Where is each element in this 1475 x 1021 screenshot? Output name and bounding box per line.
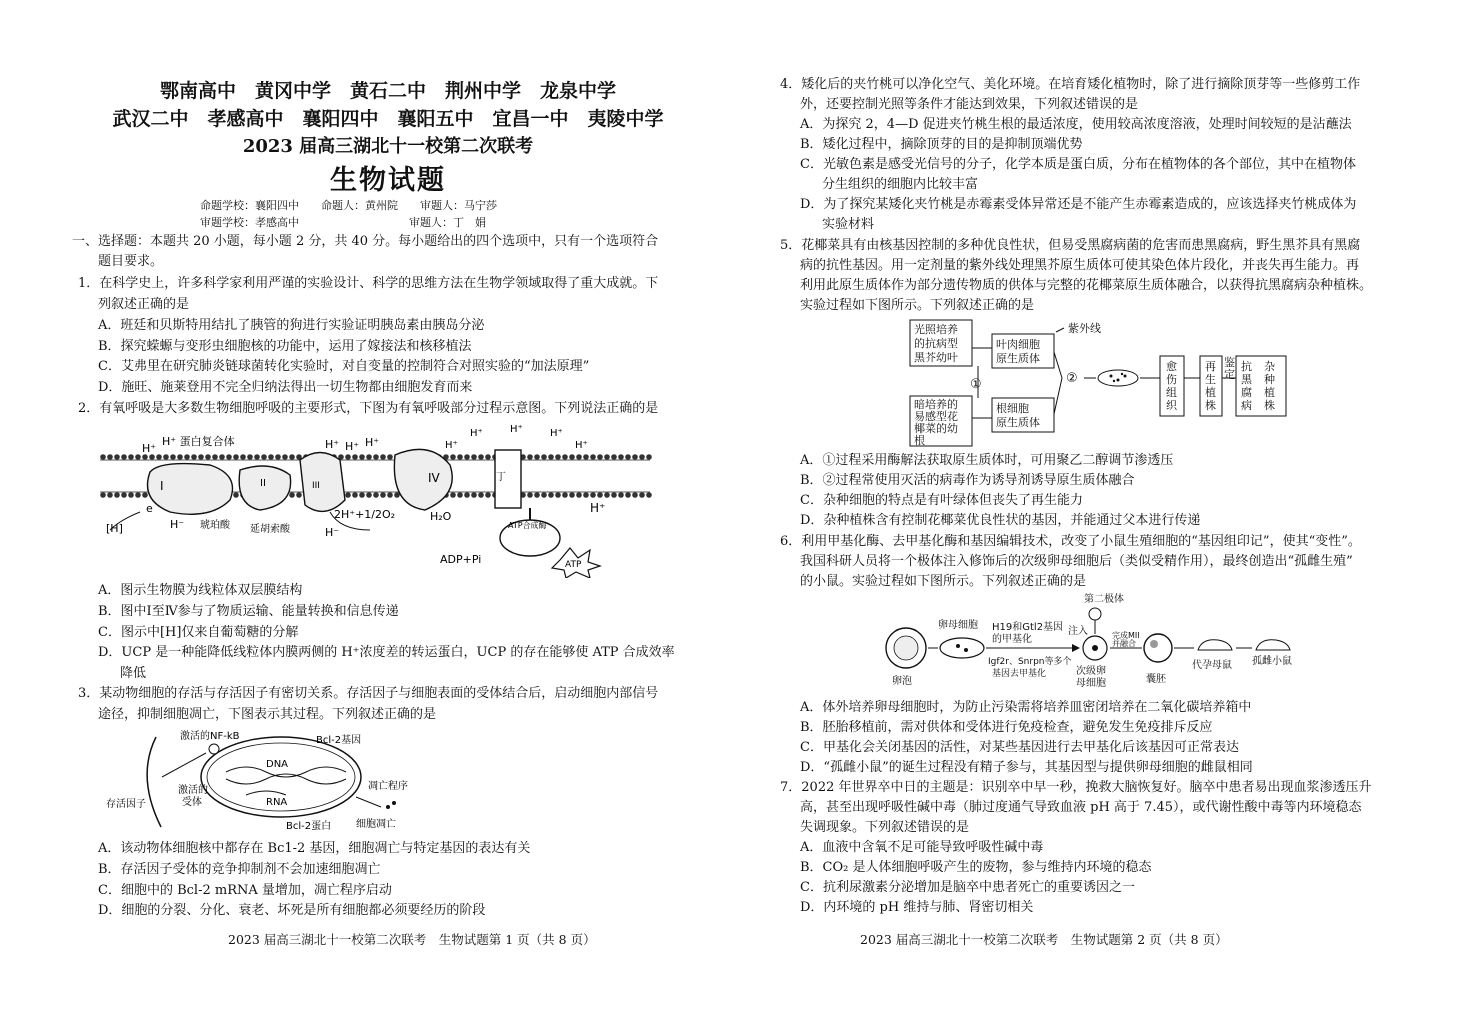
box-line: 株 xyxy=(1205,399,1216,412)
secondary-oocyte-label: 次级卵 xyxy=(1076,666,1106,677)
follicle-label: 卵泡 xyxy=(892,676,912,687)
q4-option-b: B．矮化过程中，摘除顶芽的目的是抑制顶端优势 xyxy=(800,137,1083,152)
electron-label: e xyxy=(146,502,153,515)
box-line: 伤 xyxy=(1166,373,1177,386)
q5-option-c: C．杂种细胞的特点是有叶绿体但丧失了再生能力 xyxy=(800,493,1083,508)
complex-3-label: III xyxy=(312,481,320,491)
q6-option-d: D．“孤雌小鼠”的诞生过程没有精子参与，其基因型与提供卵母细胞的雌鼠相同 xyxy=(800,760,1253,775)
q1-option-b: B．探究蝾螈与变形虫细胞核的功能中，运用了嫁接法和核移植法 xyxy=(98,339,472,354)
q4-option-d: D．为了探究某矮化夹竹桃是赤霉素受体异常还是不能产生赤霉素造成的，应该选择夹竹桃成体为 xyxy=(800,197,1357,212)
water-equation: 2H⁺+1/2O₂ xyxy=(334,508,396,521)
box-line: 织 xyxy=(1166,399,1177,412)
h-plus-label: H⁺ xyxy=(575,440,588,451)
box-line: 植 xyxy=(1205,386,1216,399)
complex-4-label: IV xyxy=(428,471,440,485)
complex-label: H⁺ 蛋白复合体 xyxy=(162,435,235,448)
polar-body-label: 第二极体 xyxy=(1084,594,1124,605)
polar-body-icon xyxy=(1089,608,1101,620)
exam-title: 2023 届高三湖北十一校第二次联考 xyxy=(242,136,534,157)
ucp-label: 丁 xyxy=(496,472,506,483)
rna-label: RNA xyxy=(266,797,288,808)
q2-option-d-cont: 降低 xyxy=(120,666,147,681)
water-label: H₂O xyxy=(430,510,452,523)
q5-option-b: B．②过程常使用灭活的病毒作为诱导剂诱导原生质体融合 xyxy=(800,473,1135,488)
q4-stem-cont: 外，还要控制光照等条件才能达到效果，下列叙述错误的是 xyxy=(800,97,1139,112)
box-line: 杂 xyxy=(1264,360,1275,373)
identify-label: 鉴 xyxy=(1224,356,1235,369)
q5-stem-cont: 利用此原生质体作为部分遗传物质的供体与完整的花椰菜原生质体融合，以获得抗黑腐病杂种植株。 xyxy=(800,278,1373,293)
meta-line-1: 命题学校：襄阳四中 命题人：黄州院 审题人：马宁莎 xyxy=(200,199,497,212)
q1-option-c: C．艾弗里在研究肺炎链球菌转化实验时，对自变量的控制符合对照实验的“加法原理” xyxy=(98,359,590,374)
q4-option-d-cont: 实验材料 xyxy=(822,217,875,232)
oocyte-culture-label: 卵母细胞 xyxy=(938,620,978,631)
box-line: 病 xyxy=(1241,399,1252,412)
h-plus-label: H⁺ xyxy=(345,440,360,453)
q3-option-c: C．细胞中的 Bcl-2 mRNA 量增加，凋亡程序启动 xyxy=(98,883,392,898)
box-line: 生 xyxy=(1205,373,1216,386)
offspring-mouse-icon xyxy=(1256,640,1290,650)
h-plus-label: H⁺ xyxy=(510,424,523,435)
nfkb-label: 激活的NF-kB xyxy=(180,731,240,742)
box-line: 光照培养 xyxy=(914,323,958,336)
nadh-label: [H] xyxy=(106,522,123,535)
q7-stem-cont: 高，甚至出现呼吸性碱中毒（肺过度通气导致血液 pH 高于 7.45），或代谢性酸中毒等内环境稳态 xyxy=(800,800,1362,815)
mii-label: 完成MII xyxy=(1112,631,1140,640)
box-line: 植 xyxy=(1264,386,1275,399)
survival-factor-label: 存活因子 xyxy=(106,799,146,810)
q4-option-c-cont: 分生组织的细胞内比较丰富 xyxy=(822,177,979,192)
q1-option-d: D．施旺、施莱登用不完全归纳法得出一切生物都由细胞发育而来 xyxy=(98,380,473,395)
subject-title: 生物试题 xyxy=(330,165,446,196)
q2-option-d: D．UCP 是一种能降低线粒体内膜两侧的 H⁺浓度差的转运蛋白，UCP 的存在能够使 ATP 合成效率 xyxy=(98,645,675,660)
q7-option-a: A．血液中含氧不足可能导致呼吸性碱中毒 xyxy=(800,840,1044,855)
q7-option-c: C．抗利尿激素分泌增加是脑卒中患者死亡的重要诱因之一 xyxy=(800,880,1135,895)
box-line: 组 xyxy=(1166,386,1177,399)
atp-label: ATP xyxy=(565,560,582,570)
h-plus-label: H⁺ xyxy=(142,442,157,455)
q4-stem: 4．矮化后的夹竹桃可以净化空气、美化环境。在培育矮化植物时，除了进行摘除顶芽等一些修剪工作 xyxy=(780,77,1361,92)
q3-option-a: A．该动物体细胞核中都存在 Bc1-2 基因，细胞凋亡与特定基因的表达有关 xyxy=(98,841,531,856)
step-1-label: ① xyxy=(970,377,982,392)
uv-label: 紫外线 xyxy=(1068,322,1101,335)
q7-option-d: D．内环境的 pH 维持与肺、肾密切相关 xyxy=(800,900,1034,915)
complex-1-label: I xyxy=(160,479,164,493)
q3-stem-cont: 途径，抑制细胞凋亡，下图表示其过程。下列叙述正确的是 xyxy=(98,707,437,722)
schools-line-1: 鄂南高中 黄冈中学 黄石二中 荆州中学 龙泉中学 xyxy=(159,80,616,102)
bcl2-gene-label: Bcl-2基因 xyxy=(316,735,362,746)
q4-option-c: C．光敏色素是感受光信号的分子，化学本质是蛋白质，分布在植物体的各个部位，其中在植物体 xyxy=(800,157,1356,172)
box-line: 根 xyxy=(914,434,925,447)
methylation-label: H19和Gtl2基因 xyxy=(992,622,1064,633)
q5-stem-cont: 病的抗性基因。用一定剂量的紫外线处理黑芥原生质体可使其染色体片段化，并丧失再生能力。再 xyxy=(800,258,1360,273)
complex-4 xyxy=(394,449,452,510)
demethylation-label: Igf2r、Snrpn等多个 xyxy=(988,657,1072,667)
h-plus-label: H⁺ xyxy=(445,440,458,451)
succinate-label: 琥珀酸 xyxy=(200,520,230,531)
atp-synthase-label: ATP合成酶 xyxy=(508,521,547,530)
box-line: 黑芥幼叶 xyxy=(914,351,958,364)
parthenogenesis-diagram xyxy=(880,592,1300,692)
blastocyst-label: 囊胚 xyxy=(1146,674,1166,685)
adp-label: ADP+Pi xyxy=(440,553,482,566)
h-plus-label: H⁺ xyxy=(590,501,606,515)
q6-option-c: C．甲基化会关闭基因的活性，对某些基因进行去甲基化后该基因可正常表达 xyxy=(800,740,1239,755)
surrogate-mouse-icon xyxy=(1198,640,1232,650)
methylation-label-cont: 的甲基化 xyxy=(992,634,1032,645)
box-line: 黑 xyxy=(1241,373,1252,386)
parthenogenetic-mouse-label: 孤雌小鼠 xyxy=(1252,656,1292,667)
h-plus-label: H⁺ xyxy=(470,428,483,439)
box-line: 抗 xyxy=(1241,360,1252,373)
box-line: 原生质体 xyxy=(996,416,1040,429)
surrogate-label: 代孕母鼠 xyxy=(1192,660,1232,671)
complex-2-label: II xyxy=(260,478,266,489)
q6-option-a: A．体外培养卵母细胞时，为防止污染需将培养皿密闭培养在二氧化碳培养箱中 xyxy=(800,700,1252,715)
box-line: 株 xyxy=(1264,399,1275,412)
fumarate-label: 延胡索酸 xyxy=(250,524,290,535)
q1-option-a: A．班廷和贝斯特用结扎了胰管的狗进行实验证明胰岛素由胰岛分泌 xyxy=(98,318,485,333)
apoptosis-program-label: 凋亡程序 xyxy=(368,781,408,792)
q6-option-b: B．胚胎移植前，需对供体和受体进行免疫检查，避免发生免疫排斥反应 xyxy=(800,720,1213,735)
survival-factor-diagram xyxy=(106,727,416,835)
box-line: 易感型花 xyxy=(914,410,958,423)
page-footer-2: 2023 届高三湖北十一校第二次联考 生物试题第 2 页（共 8 页） xyxy=(860,932,1228,947)
q7-stem-cont: 失调现象。下列叙述错误的是 xyxy=(800,820,970,835)
complex-3 xyxy=(300,453,345,512)
identify-label: 定 xyxy=(1224,368,1235,381)
h-minus-label: H⁻ xyxy=(325,526,340,539)
protoplast-fusion-diagram xyxy=(908,318,1288,448)
q5-stem-cont: 实验过程如下图所示。下列叙述正确的是 xyxy=(800,298,1035,313)
q1-stem: 1．在科学史上，许多科学家利用严谨的实验设计、科学的思维方法在生物学领域取得了重大成就。下 xyxy=(78,276,659,291)
h-plus-label: H⁺ xyxy=(365,436,380,449)
apoptosis-label: 细胞凋亡 xyxy=(356,819,396,830)
h-minus-label: H⁻ xyxy=(170,518,185,531)
q5-option-a: A．①过程采用酶解法获取原生质体时，可用聚乙二醇调节渗透压 xyxy=(800,453,1174,468)
q6-stem: 6．利用甲基化酶、去甲基化酶和基因编辑技术，改变了小鼠生殖细胞的“基因组印记”，使其“变性”。 xyxy=(780,534,1361,549)
q3-option-b: B．存活因子受体的竞争抑制剂不会加速细胞凋亡 xyxy=(98,862,381,877)
schools-line-2: 武汉二中 孝感高中 襄阳四中 襄阳五中 宜昌一中 夷陵中学 xyxy=(112,108,664,130)
box-line: 根细胞 xyxy=(996,402,1029,415)
respiration-diagram xyxy=(100,420,660,578)
q4-option-a: A．为探究 2，4—D 促进夹竹桃生根的最适浓度，使用较高浓度溶液，处理时间较短的是沾蘸法 xyxy=(800,117,1352,132)
box-line: 椰菜的幼 xyxy=(914,422,958,435)
blastocyst-icon xyxy=(1144,634,1172,662)
box-line: 再 xyxy=(1205,360,1216,373)
demethylation-label-cont: 基因去甲基化 xyxy=(992,669,1047,679)
q5-option-d: D．杂种植株含有控制花椰菜优良性状的基因，并能通过父本进行传递 xyxy=(800,513,1201,528)
receptor-label-cont: 受体 xyxy=(182,797,202,808)
culture-dish-icon xyxy=(940,638,984,658)
secondary-oocyte-label: 母细胞 xyxy=(1076,678,1106,689)
h-plus-label: H⁺ xyxy=(550,428,563,439)
q7-option-b: B．CO₂ 是人体细胞呼吸产生的废物，参与维持内环境的稳态 xyxy=(800,860,1152,875)
q2-stem: 2．有氧呼吸是大多数生物细胞呼吸的主要形式，下图为有氧呼吸部分过程示意图。下列说法正确的是 xyxy=(78,401,659,416)
section-instruction-cont: 题目要求。 xyxy=(98,254,164,269)
q2-option-b: B．图中Ⅰ至Ⅳ参与了物质运输、能量转换和信息传递 xyxy=(98,604,399,619)
meta-line-2: 审题学校：孝感高中 审题人：丁 娟 xyxy=(200,216,486,229)
q1-stem-cont: 列叙述正确的是 xyxy=(98,297,190,312)
receptor-label: 激活的 xyxy=(178,785,208,796)
box-line: 的抗病型 xyxy=(914,337,958,350)
h-plus-label: H⁺ xyxy=(325,438,340,451)
box-line: 叶肉细胞 xyxy=(996,338,1040,351)
q5-stem: 5．花椰菜具有由核基因控制的多种优良性状，但易受黑腐病菌的危害而患黑腐病，野生黑芥具有黑腐 xyxy=(780,238,1361,253)
box-line: 腐 xyxy=(1241,386,1252,399)
q2-option-c: C．图示中[H]仅来自葡萄糖的分解 xyxy=(98,625,299,640)
mii-label: 并融合 xyxy=(1112,639,1136,648)
q7-stem: 7．2022 年世界卒中日的主题是：识别卒中早一秒，挽救大脑恢复好。脑卒中患者易出现血浆渗透压升 xyxy=(780,780,1372,795)
q6-stem-cont: 的小鼠。实验过程如下图所示。下列叙述正确的是 xyxy=(800,574,1087,589)
q6-stem-cont: 我国科研人员将一个极体注入修饰后的次级卵母细胞后（类似受精作用），最终创造出“孤雌生殖” xyxy=(800,554,1353,569)
section-instruction: 一、选择题：本题共 20 小题，每小题 2 分，共 40 分。每小题给出的四个选项中，只有一个选项符合 xyxy=(72,234,659,249)
step-2-label: ② xyxy=(1066,371,1078,386)
q3-option-d: D．细胞的分裂、分化、衰老、坏死是所有细胞都必须要经历的阶段 xyxy=(98,903,486,918)
q2-option-a: A．图示生物膜为线粒体双层膜结构 xyxy=(98,583,303,598)
box-line: 种 xyxy=(1264,373,1275,386)
page-footer-1: 2023 届高三湖北十一校第二次联考 生物试题第 1 页（共 8 页） xyxy=(228,932,596,947)
box-line: 原生质体 xyxy=(996,352,1040,365)
dna-label: DNA xyxy=(266,759,289,770)
box-line: 暗培养的 xyxy=(914,398,958,411)
box-line: 愈 xyxy=(1166,360,1177,373)
bcl2-protein-label: Bcl-2蛋白 xyxy=(286,821,332,832)
q3-stem: 3．某动物细胞的存活与存活因子有密切关系。存活因子与细胞表面的受体结合后，启动细胞内部信号 xyxy=(78,686,659,701)
inject-label: 注入 xyxy=(1068,626,1088,637)
cell-membrane xyxy=(147,737,161,827)
